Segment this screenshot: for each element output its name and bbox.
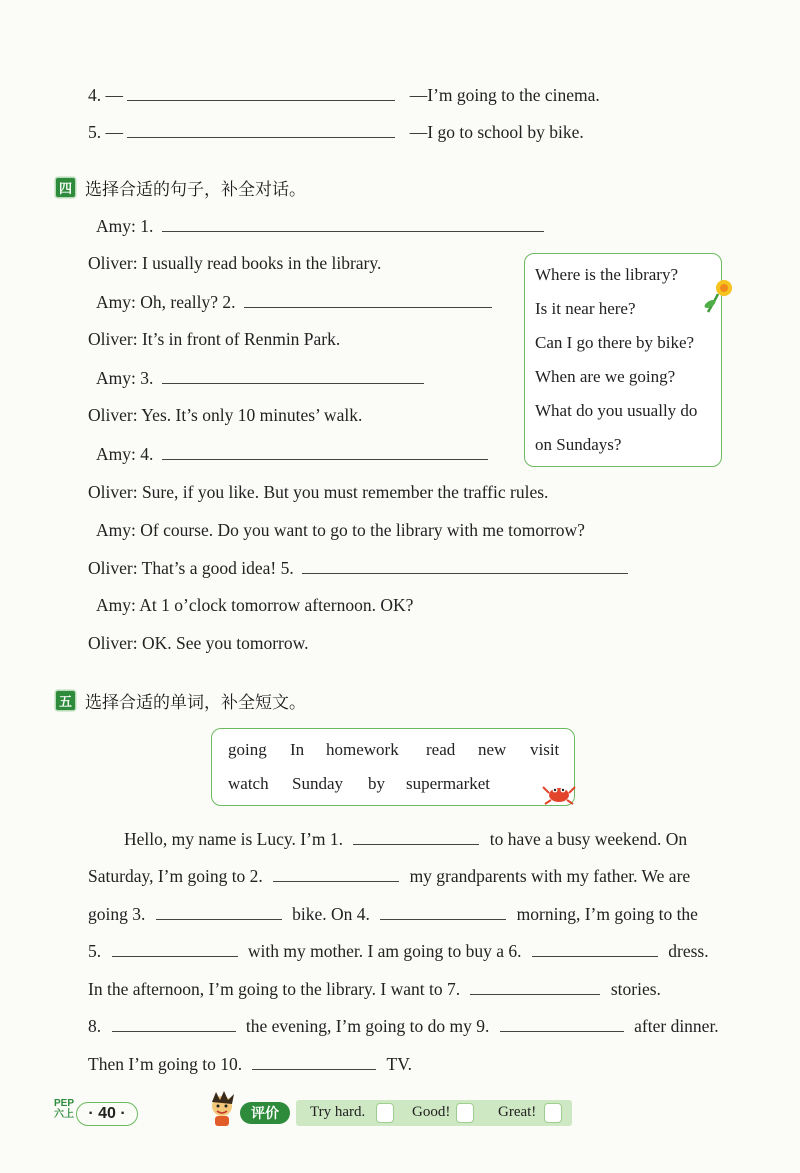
- passage-text: Hello, my name is Lucy. I’m 1.: [124, 829, 344, 849]
- flower-icon: [700, 276, 740, 316]
- option-5-cont: on Sundays?: [535, 435, 622, 454]
- option-2: Is it near here?: [535, 299, 636, 318]
- dialogue-line-2: [88, 253, 381, 274]
- passage-text: Then I’m going to 10.: [88, 1054, 243, 1074]
- passage-blank-3[interactable]: [156, 903, 282, 920]
- passage-blank-9[interactable]: [500, 1015, 624, 1032]
- passage-blank-10[interactable]: [252, 1053, 376, 1070]
- dialogue-text: Amy: 3.: [96, 368, 154, 388]
- evaluation-bar: [296, 1100, 572, 1126]
- word-option: new: [478, 740, 507, 759]
- crab-icon: [541, 780, 577, 806]
- dialogue-text: Oliver: It’s in front of Renmin Park.: [88, 329, 341, 349]
- section4-badge: 四: [56, 178, 75, 197]
- section4-instruction: 选择合适的句子，补全对话。: [85, 180, 306, 200]
- dialogue-text: Oliver: Yes. It’s only 10 minutes’ walk.: [88, 405, 363, 425]
- option-3: Can I go there by bike?: [535, 333, 695, 352]
- passage-text: with my mother. I am going to buy a 6.: [247, 941, 522, 961]
- passage-text: morning, I’m going to the: [516, 904, 698, 924]
- dialogue-blank-1[interactable]: [162, 215, 544, 232]
- dialogue-text: Amy: At 1 o’clock tomorrow afternoon. OK?: [96, 595, 414, 615]
- passage-blank-6[interactable]: [532, 940, 658, 957]
- dialogue-text: Oliver: Sure, if you like. But you must remember the traffic rules.: [88, 482, 549, 502]
- word-option: homework: [326, 740, 399, 759]
- passage-text: after dinner.: [634, 1016, 719, 1036]
- dialogue-line-3: [96, 291, 492, 313]
- dialogue-line-5: [96, 367, 424, 389]
- rating-try-hard-label: Try hard.: [310, 1104, 366, 1120]
- passage-text: 5.: [88, 941, 102, 961]
- dialogue-blank-2[interactable]: [244, 291, 492, 308]
- q5-answer: —I go to school by bike.: [409, 122, 584, 142]
- page-number: · 40 ·: [76, 1102, 138, 1126]
- passage-line-7: [88, 1053, 412, 1075]
- dialogue-line-6: [88, 405, 362, 426]
- q5-number: 5. —: [88, 122, 123, 142]
- word-option: read: [426, 740, 456, 759]
- rating-good-checkbox[interactable]: [456, 1103, 474, 1123]
- passage-line-3: [88, 903, 698, 925]
- rating-good-label: Good!: [412, 1104, 451, 1120]
- word-option: visit: [530, 740, 560, 759]
- word-option: going: [228, 740, 267, 759]
- passage-line-6: [88, 1015, 719, 1037]
- dialogue-line-7: [96, 443, 488, 465]
- dialogue-line-8: [88, 482, 548, 503]
- word-bank-box: [211, 728, 575, 806]
- option-1: Where is the library?: [535, 265, 679, 284]
- passage-blank-4[interactable]: [380, 903, 506, 920]
- passage-line-1: [124, 828, 687, 850]
- dialogue-text: Amy: 4.: [96, 444, 154, 464]
- passage-text: bike. On 4.: [292, 904, 370, 924]
- passage-text: going 3.: [88, 904, 146, 924]
- pep-label: PEP: [54, 1098, 75, 1109]
- q4-number: 4. —: [88, 85, 123, 105]
- q4-line: [88, 84, 600, 106]
- dialogue-text: Oliver: I usually read books in the library.: [88, 253, 382, 273]
- passage-text: Saturday, I’m going to 2.: [88, 866, 263, 886]
- dialogue-blank-3[interactable]: [162, 367, 424, 384]
- dialogue-text: Oliver: That’s a good idea! 5.: [88, 558, 294, 578]
- dialogue-line-11: [96, 595, 413, 616]
- dialogue-line-4: [88, 329, 340, 350]
- passage-blank-2[interactable]: [273, 865, 399, 882]
- passage-blank-8[interactable]: [112, 1015, 236, 1032]
- passage-text: stories.: [610, 979, 661, 999]
- option-5: What do you usually do: [535, 401, 698, 420]
- word-option: Sunday: [292, 774, 343, 793]
- sentence-options-box: [524, 253, 722, 467]
- q5-line: [88, 121, 584, 143]
- option-4: When are we going?: [535, 367, 676, 386]
- passage-text: 8.: [88, 1016, 102, 1036]
- passage-text: dress.: [668, 941, 709, 961]
- cartoon-kid-icon: [204, 1090, 240, 1130]
- passage-text: the evening, I’m going to do my 9.: [245, 1016, 490, 1036]
- word-option: supermarket: [406, 774, 491, 793]
- passage-line-5: [88, 978, 661, 1000]
- rating-great-checkbox[interactable]: [544, 1103, 562, 1123]
- section5-badge: 五: [56, 691, 75, 710]
- rating-try-hard-checkbox[interactable]: [376, 1103, 394, 1123]
- dialogue-text: Amy: 1.: [96, 216, 154, 236]
- passage-text: In the afternoon, I’m going to the library. I want to 7.: [88, 979, 461, 999]
- section5-header: [56, 688, 306, 713]
- passage-line-4: [88, 940, 709, 962]
- q5-blank[interactable]: [127, 121, 395, 138]
- section4-header: [56, 175, 306, 200]
- grade-label: 六上: [54, 1109, 74, 1120]
- passage-line-2: [88, 865, 690, 887]
- dialogue-blank-4[interactable]: [162, 443, 488, 460]
- eval-label: 评价: [240, 1102, 290, 1124]
- passage-blank-5[interactable]: [112, 940, 238, 957]
- q4-answer: —I’m going to the cinema.: [409, 85, 600, 105]
- passage-text: to have a busy weekend. On: [489, 829, 688, 849]
- dialogue-text: Amy: Of course. Do you want to go to the library with me tomorrow?: [96, 520, 585, 540]
- dialogue-line-9: [96, 520, 585, 541]
- dialogue-text: Amy: Oh, really? 2.: [96, 292, 236, 312]
- passage-blank-1[interactable]: [353, 828, 479, 845]
- q4-blank[interactable]: [127, 84, 395, 101]
- dialogue-line-10: [88, 557, 628, 579]
- dialogue-text: Oliver: OK. See you tomorrow.: [88, 633, 309, 653]
- word-option: In: [290, 740, 305, 759]
- passage-text: TV.: [386, 1054, 412, 1074]
- passage-blank-7[interactable]: [470, 978, 600, 995]
- word-option: watch: [228, 774, 269, 793]
- dialogue-blank-5[interactable]: [302, 557, 628, 574]
- rating-great-label: Great!: [498, 1104, 537, 1120]
- section5-instruction: 选择合适的单词，补全短文。: [85, 693, 306, 713]
- dialogue-line-12: [88, 633, 309, 654]
- word-option: by: [368, 774, 385, 793]
- dialogue-line-1: [96, 215, 544, 237]
- passage-text: my grandparents with my father. We are: [409, 866, 691, 886]
- grade-tag: [54, 1098, 74, 1120]
